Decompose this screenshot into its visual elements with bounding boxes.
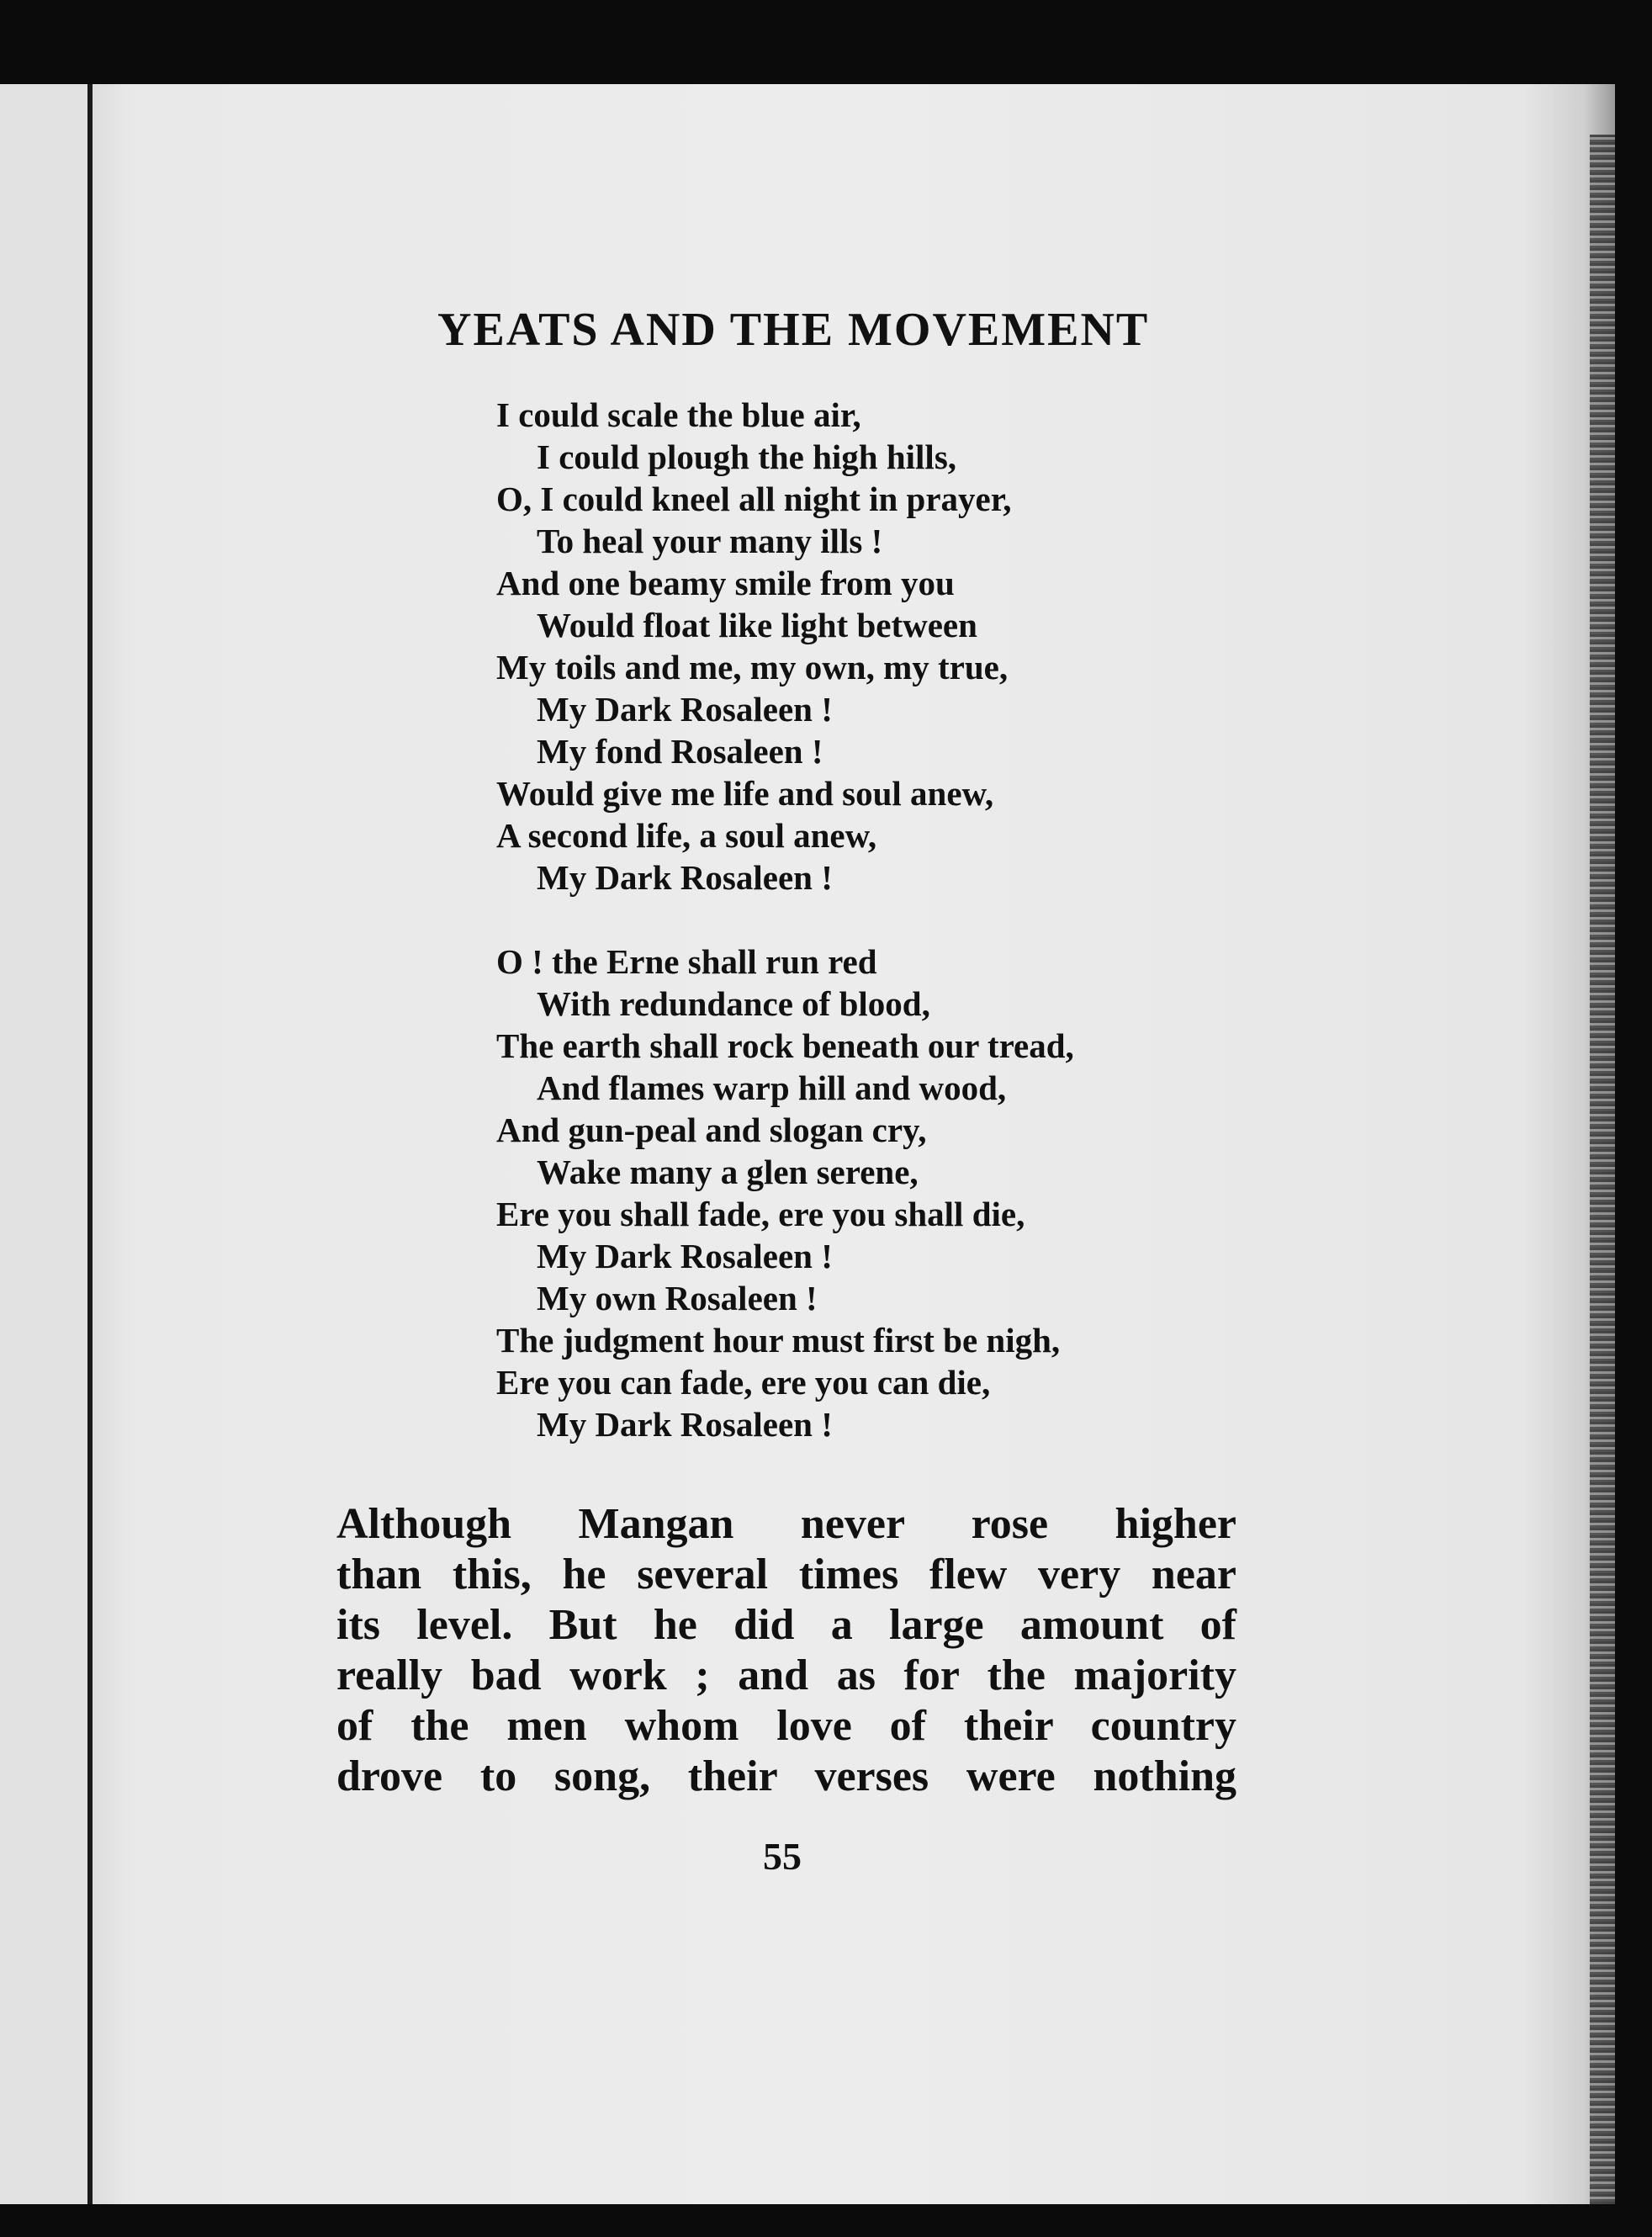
poem-line: My Dark Rosaleen ! [537, 858, 833, 897]
prose-paragraph [336, 1499, 1236, 1802]
poem-line: Ere you can fade, ere you can die, [496, 1363, 991, 1402]
poem-line: To heal your many ills ! [537, 522, 883, 560]
poem-line: Wake many a glen serene, [537, 1153, 919, 1191]
poem-line: I could scale the blue air, [496, 395, 861, 434]
page-edge-shadow [1590, 135, 1615, 2204]
poem-line: My Dark Rosaleen ! [537, 1237, 833, 1275]
poem-line: My Dark Rosaleen ! [537, 1405, 833, 1444]
poem-line: My Dark Rosaleen ! [537, 690, 833, 729]
poem-stanza [496, 941, 1186, 1445]
page-number: 55 [763, 1835, 802, 1878]
prose-line: Although Mangan never rose higher [336, 1500, 1236, 1548]
left-page-edge [0, 84, 87, 2204]
poem-line: And flames warp hill and wood, [537, 1068, 1007, 1107]
poem-line: And one beamy smile from you [496, 564, 955, 602]
poem-line: A second life, a soul anew, [496, 816, 877, 855]
poem-line: My own Rosaleen ! [537, 1279, 818, 1317]
poem-line: Would give me life and soul anew, [496, 774, 994, 813]
running-head: YEATS AND THE MOVEMENT [437, 304, 1150, 356]
poem-line: I could plough the high hills, [537, 437, 957, 476]
prose-line: than this, he several times flew very near [336, 1551, 1236, 1598]
prose-line: drove to song, their verses were nothing [336, 1752, 1236, 1800]
poem-line: And gun-peal and slogan cry, [496, 1111, 927, 1149]
poem-line: Would float like light between [537, 606, 977, 644]
poem-line: With redundance of blood, [537, 984, 930, 1023]
poem-line: The earth shall rock beneath our tread, [496, 1026, 1074, 1065]
poem-stanza [496, 394, 1186, 899]
prose-line: its level. But he did a large amount of [336, 1601, 1236, 1649]
poem-line: The judgment hour must first be nigh, [496, 1321, 1061, 1360]
poem-line: O ! the Erne shall run red [496, 942, 877, 981]
prose-line: of the men whom love of their country [336, 1702, 1236, 1750]
poem-line: O, I could kneel all night in prayer, [496, 480, 1012, 518]
poem-line: Ere you shall fade, ere you shall die, [496, 1195, 1025, 1233]
poem-line: My toils and me, my own, my true, [496, 648, 1009, 686]
poem-line: My fond Rosaleen ! [537, 732, 823, 771]
prose-line: really bad work ; and as for the majority [336, 1651, 1236, 1699]
poem [496, 394, 1186, 1487]
